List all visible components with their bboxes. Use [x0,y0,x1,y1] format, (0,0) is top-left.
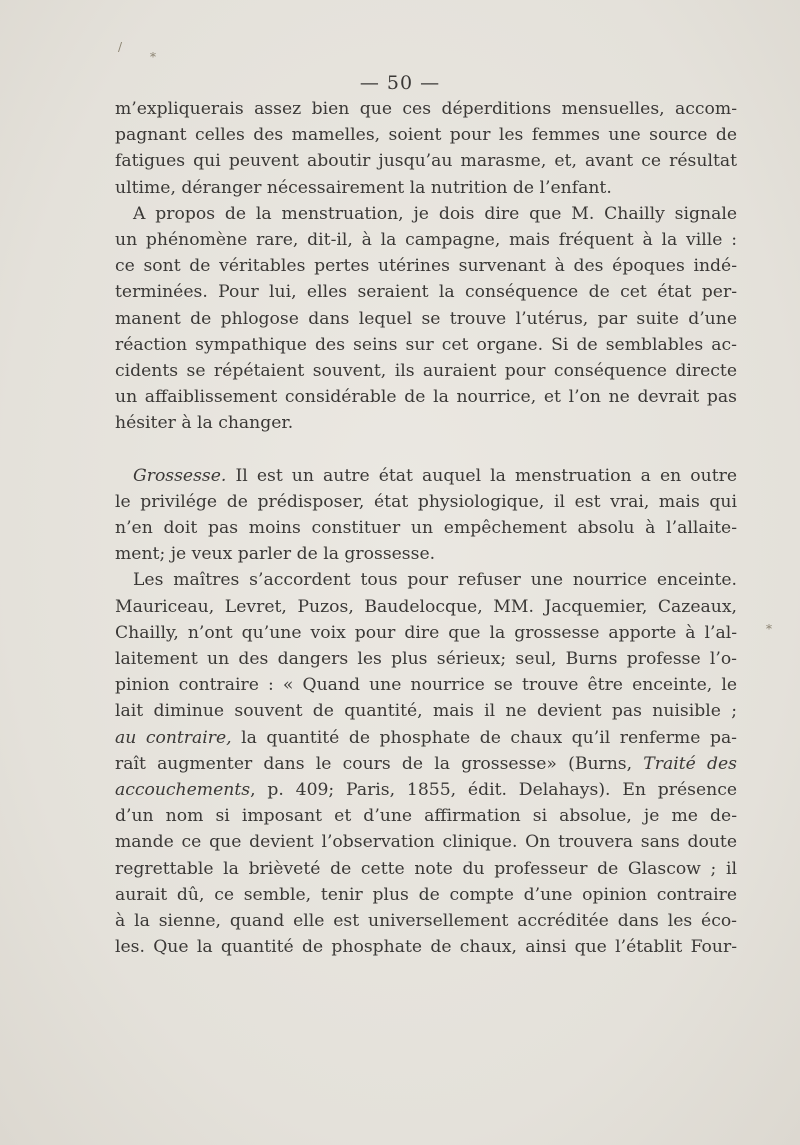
text-line: cidents se répétaient souvent, ils auraient pour conséquence directe [115,361,737,382]
text-line [115,725,737,751]
text-line: aurait dû, ce semble, tenir plus de compte d’une opinion contraire [115,884,737,905]
italic-run: Traité des [643,753,737,774]
text-line: un affaiblissement considérable de la nourrice, et l’on ne devrait pas [115,387,737,408]
paragraph-1 [115,96,737,201]
text-run: la quantité de phosphate de chaux qu’il renferme pa- [231,727,737,748]
text-line: le privilége de prédisposer, état physiologique, il est vrai, mais qui [115,491,737,512]
italic-run: accouchements [115,780,251,801]
paragraph-4 [115,567,737,960]
italic-run: au contraire, [115,727,232,748]
section-heading: Grossesse. [133,465,227,486]
text-line: ce sont de véritables pertes utérines survenant à des époques indé- [115,256,737,277]
text-line: pagnant celles des mamelles, soient pour les femmes une source de [115,125,737,146]
text-run: , p. 409; Paris, 1855, édit. Delahays). En présence [250,780,737,801]
text-run: Il est un autre état auquel la menstruation a en outre [226,465,737,486]
text-line: regrettable la brièveté de cette note du professeur de Glascow ; il [115,858,737,879]
text-line: ultime, déranger nécessairement la nutrition de l’enfant. [115,177,612,198]
text-line: m’expliquerais assez bien que ces déperditions mensuelles, accom- [115,99,737,119]
text-line [115,777,737,803]
text-line: Chailly, n’ont qu’une voix pour dire que la grossesse apporte à l’al- [115,622,737,643]
text-line: les. Que la quantité de phosphate de chaux, ainsi que l’établit Four- [115,937,737,958]
text-line: n’en doit pas moins constituer un empêchement absolu à l’allaite- [115,518,737,539]
text-line: ment; je veux parler de la grossesse. [115,544,436,565]
text-line: manent de phlogose dans lequel se trouve l’utérus, par suite d’une [115,308,737,329]
page-number: — 50 — [359,72,441,94]
margin-mark-asterisk-right: * [766,622,772,636]
text-line: mande ce que devient l’observation clinique. On trouvera sans doute [115,832,737,853]
section-gap [115,437,737,463]
text-line: hésiter à la changer. [115,413,294,434]
body-text [115,96,737,961]
text-line: laitement un des dangers les plus sérieux; seul, Burns professe l’o- [115,649,737,670]
text-line: terminées. Pour lui, elles seraient la conséquence de cet état per- [115,282,737,303]
text-run: raît augmenter dans le cours de la grossesse» (Burns, [115,753,633,774]
text-line: A propos de la menstruation, je dois dire que M. Chailly signale [133,203,737,224]
paragraph-grossesse [115,463,737,568]
text-line [115,463,737,489]
text-line: à la sienne, quand elle est universellement accréditée dans les éco- [115,911,737,932]
text-line: réaction sympathique des seins sur cet organe. Si de semblables ac- [115,334,737,355]
text-line: d’un nom si imposant et d’une affirmation si absolue, je me de- [115,806,737,827]
text-line: lait diminue souvent de quantité, mais il ne devient pas nuisible ; [115,701,737,722]
text-line: un phénomène rare, dit-il, à la campagne, mais fréquent à la ville : [115,230,737,251]
margin-mark-slash: / [118,40,123,54]
text-line: Les maîtres s’accordent tous pour refuser une nourrice enceinte. [133,570,737,591]
text-line: fatigues qui peuvent aboutir jusqu’au marasme, et, avant ce résultat [115,151,737,172]
text-line: pinion contraire : « Quand une nourrice se trouve être enceinte, le [115,675,737,696]
paragraph-2 [115,201,737,437]
text-line [115,751,737,777]
text-line: Mauriceau, Levret, Puzos, Baudelocque, MM. Jacquemier, Cazeaux, [115,596,737,617]
margin-mark-asterisk: * [150,50,156,64]
